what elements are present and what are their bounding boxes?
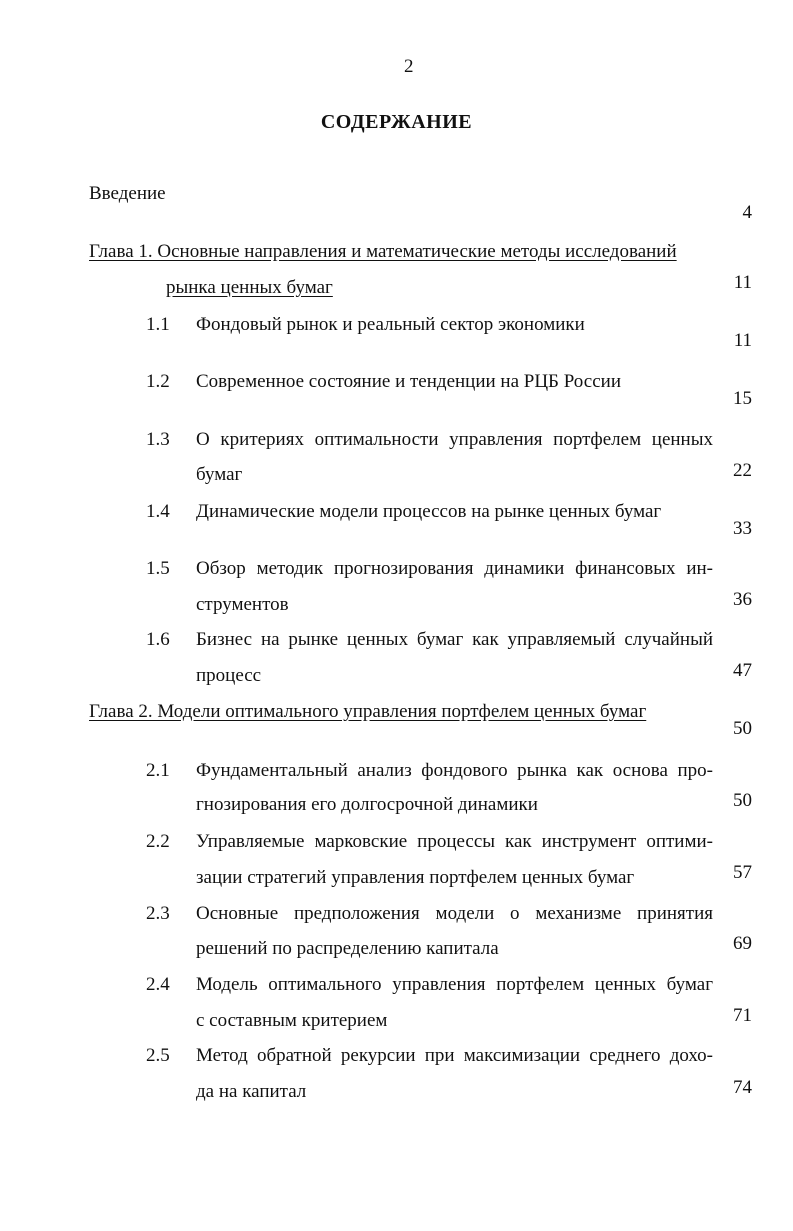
toc-section-title: Модель оптимального управления портфелем ценных бумаг [196, 974, 713, 995]
toc-section-page: 22 [733, 460, 752, 481]
toc-chapter-2-title: Глава 2. Модели оптимального управления портфелем ценных бумаг [89, 701, 647, 722]
toc-section-title-cont: гнозирования его долгосрочной динамики [196, 794, 538, 815]
toc-section-title: О критериях оптимальности управления портфелем ценных [196, 429, 713, 450]
toc-section-number: 2.5 [146, 1045, 170, 1066]
toc-section-page: 36 [733, 589, 752, 610]
toc-section-title: Фундаментальный анализ фондового рынка как основа про- [196, 760, 713, 781]
toc-intro-page: 4 [742, 202, 752, 223]
toc-section-page: 57 [733, 862, 752, 883]
toc-chapter-1-title-cont: рынка ценных бумаг [166, 277, 333, 298]
toc-section-title-cont: да на капитал [196, 1081, 307, 1102]
toc-section-number: 2.4 [146, 974, 170, 995]
toc-section-title: Основные предположения модели о механизме принятия [196, 903, 713, 924]
toc-section-title-cont: бумаг [196, 464, 243, 485]
toc-section-number: 2.2 [146, 831, 170, 852]
toc-chapter-1-page: 11 [733, 272, 752, 293]
toc-section-title: Управляемые марковские процессы как инструмент оптими- [196, 831, 713, 852]
toc-section-title-cont: решений по распределению капитала [196, 938, 499, 959]
toc-section-number: 1.6 [146, 629, 170, 650]
toc-section-page: 15 [733, 388, 752, 409]
toc-section-number: 1.4 [146, 501, 170, 522]
toc-section-number: 1.5 [146, 558, 170, 579]
toc-section-title: Современное состояние и тенденции на РЦБ России [196, 371, 621, 392]
toc-section-page: 11 [733, 330, 752, 351]
toc-section-title-cont: струментов [196, 594, 289, 615]
toc-section-page: 50 [733, 790, 752, 811]
toc-section-title: Обзор методик прогнозирования динамики финансовых ин- [196, 558, 713, 579]
page-number: 2 [404, 56, 414, 77]
toc-chapter-1-title: Глава 1. Основные направления и математические методы исследований [89, 241, 677, 262]
toc-section-title-cont: зации стратегий управления портфелем ценных бумаг [196, 867, 635, 888]
toc-section-title: Метод обратной рекурсии при максимизации среднего дохо- [196, 1045, 713, 1066]
page-title: СОДЕРЖАНИЕ [320, 111, 473, 133]
toc-section-page: 74 [733, 1077, 752, 1098]
toc-section-number: 1.3 [146, 429, 170, 450]
toc-section-page: 47 [733, 660, 752, 681]
toc-section-number: 2.1 [146, 760, 170, 781]
toc-chapter-2-page: 50 [733, 718, 752, 739]
toc-section-page: 69 [733, 933, 752, 954]
toc-section-number: 1.2 [146, 371, 170, 392]
toc-section-title-cont: с составным критерием [196, 1010, 388, 1031]
toc-section-title: Фондовый рынок и реальный сектор экономики [196, 314, 585, 335]
toc-section-title: Бизнес на рынке ценных бумаг как управляемый случайный [196, 629, 713, 650]
toc-section-title-cont: процесс [196, 665, 262, 686]
toc-section-title: Динамические модели процессов на рынке ценных бумаг [196, 501, 662, 522]
toc-section-page: 71 [733, 1005, 752, 1026]
toc-section-number: 2.3 [146, 903, 170, 924]
toc-intro-label: Введение [89, 183, 166, 204]
toc-section-page: 33 [733, 518, 752, 539]
toc-section-number: 1.1 [146, 314, 170, 335]
